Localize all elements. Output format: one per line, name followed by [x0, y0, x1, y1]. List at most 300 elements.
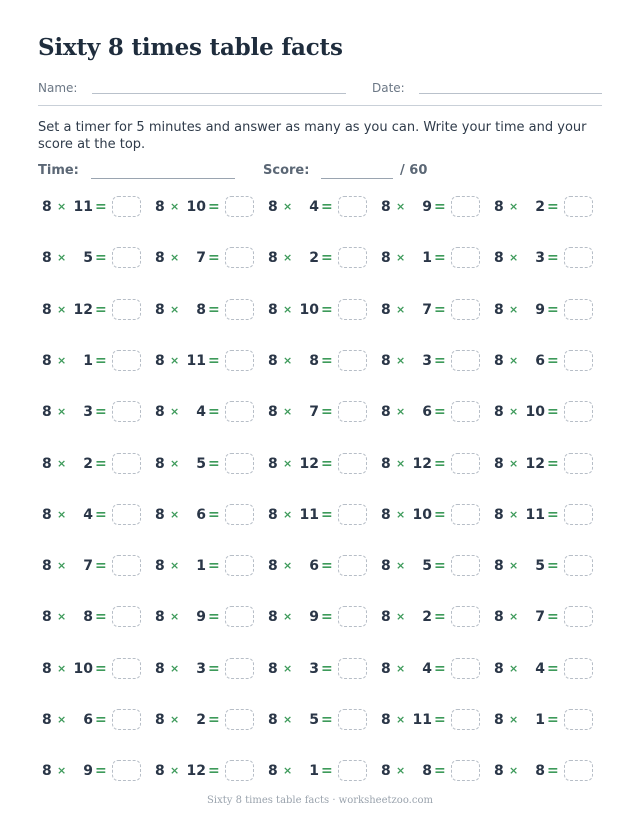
answer-box[interactable] — [338, 709, 367, 730]
multiply-sign: × — [396, 661, 406, 675]
multiplicand: 8 — [381, 199, 391, 215]
answer-box[interactable] — [338, 196, 367, 217]
answer-box[interactable] — [451, 453, 480, 474]
problem-item — [268, 400, 368, 426]
multiplicand: 8 — [494, 712, 504, 728]
multiplier: 12 — [73, 301, 93, 318]
multiplier: 10 — [73, 660, 93, 677]
multiplicand: 8 — [155, 609, 165, 626]
answer-box[interactable] — [338, 299, 367, 320]
answer-box[interactable] — [112, 299, 141, 320]
answer-box[interactable] — [338, 504, 367, 525]
multiply-sign: × — [57, 302, 67, 316]
multiply-sign: × — [396, 456, 406, 470]
equals-sign: = — [321, 660, 333, 677]
equals-sign: = — [434, 199, 446, 215]
answer-box[interactable] — [112, 401, 141, 422]
multiply-sign: × — [509, 405, 519, 419]
multiply-sign: × — [170, 353, 180, 367]
multiplicand: 8 — [381, 301, 391, 318]
multiply-sign: × — [283, 200, 293, 213]
multiplicand: 8 — [268, 660, 278, 677]
answer-box[interactable] — [451, 760, 480, 781]
problem-item — [381, 759, 481, 785]
multiplicand: 8 — [268, 712, 278, 728]
multiplier: 6 — [83, 712, 93, 728]
worksheet-title: Sixty 8 times table facts — [38, 34, 343, 61]
problem-item — [381, 195, 481, 221]
problem-item — [155, 246, 255, 272]
answer-box[interactable] — [451, 555, 480, 576]
problem-item — [381, 554, 481, 580]
equals-sign: = — [434, 455, 446, 472]
answer-box[interactable] — [451, 504, 480, 525]
equals-sign: = — [208, 404, 220, 421]
multiplier: 4 — [83, 506, 93, 523]
equals-sign: = — [547, 609, 559, 626]
multiplicand: 8 — [381, 660, 391, 677]
multiplicand: 8 — [381, 763, 391, 780]
multiply-sign: × — [396, 302, 406, 316]
answer-box[interactable] — [451, 709, 480, 730]
answer-box[interactable] — [564, 247, 593, 268]
equals-sign: = — [95, 301, 107, 318]
multiplier: 9 — [309, 609, 319, 626]
problem-item — [381, 452, 481, 478]
answer-box[interactable] — [564, 555, 593, 576]
multiply-sign: × — [396, 405, 406, 419]
multiplier: 8 — [83, 609, 93, 626]
equals-sign: = — [95, 660, 107, 677]
equals-sign: = — [547, 763, 559, 780]
problem-item — [42, 605, 142, 631]
multiply-sign: × — [170, 507, 180, 521]
header-divider — [38, 105, 602, 106]
score-line[interactable] — [321, 178, 393, 179]
multiply-sign: × — [283, 405, 293, 419]
equals-sign: = — [547, 712, 559, 728]
problem-item — [42, 759, 142, 785]
multiplier: 11 — [525, 506, 545, 523]
equals-sign: = — [321, 404, 333, 421]
multiplicand: 8 — [494, 352, 504, 369]
multiplicand: 8 — [494, 301, 504, 318]
multiply-sign: × — [509, 713, 519, 726]
answer-box[interactable] — [338, 555, 367, 576]
equals-sign: = — [208, 609, 220, 626]
answer-box[interactable] — [564, 606, 593, 627]
multiply-sign: × — [509, 559, 519, 573]
name-line[interactable] — [92, 93, 346, 94]
multiplicand: 8 — [268, 250, 278, 267]
multiplier: 1 — [535, 712, 545, 728]
problem-item — [268, 503, 368, 529]
multiply-sign: × — [396, 200, 406, 213]
equals-sign: = — [434, 404, 446, 421]
multiplicand: 8 — [268, 506, 278, 523]
multiplicand: 8 — [155, 558, 165, 575]
date-line[interactable] — [419, 93, 602, 94]
score-total: / 60 — [400, 163, 428, 178]
multiplicand: 8 — [494, 558, 504, 575]
equals-sign: = — [547, 455, 559, 472]
multiplier: 4 — [535, 660, 545, 677]
multiplier: 1 — [422, 250, 432, 267]
multiply-sign: × — [283, 507, 293, 521]
equals-sign: = — [321, 455, 333, 472]
answer-box[interactable] — [225, 606, 254, 627]
multiply-sign: × — [170, 456, 180, 470]
multiplier: 4 — [422, 660, 432, 677]
multiply-sign: × — [396, 713, 406, 726]
multiplier: 12 — [299, 455, 319, 472]
multiply-sign: × — [509, 610, 519, 624]
equals-sign: = — [208, 763, 220, 780]
problem-item — [268, 605, 368, 631]
equals-sign: = — [434, 609, 446, 626]
equals-sign: = — [95, 250, 107, 267]
answer-box[interactable] — [451, 350, 480, 371]
multiplier: 4 — [196, 404, 206, 421]
multiply-sign: × — [283, 559, 293, 573]
answer-box[interactable] — [338, 606, 367, 627]
multiplier: 6 — [196, 506, 206, 523]
multiplier: 8 — [309, 352, 319, 369]
multiplier: 2 — [83, 455, 93, 472]
multiplicand: 8 — [42, 301, 52, 318]
equals-sign: = — [547, 558, 559, 575]
answer-box[interactable] — [225, 196, 254, 217]
equals-sign: = — [547, 352, 559, 369]
instructions-text: Set a timer for 5 minutes and answer as many as you can. Write your time and your score at the top. — [38, 120, 587, 152]
multiply-sign: × — [283, 302, 293, 316]
multiply-sign: × — [396, 610, 406, 624]
multiplicand: 8 — [42, 250, 52, 267]
problem-item — [42, 298, 142, 324]
multiply-sign: × — [509, 200, 519, 213]
footer-text: Sixty 8 times table facts · worksheetzoo.com — [207, 795, 433, 806]
multiplicand: 8 — [381, 609, 391, 626]
multiplier: 5 — [422, 558, 432, 575]
answer-box[interactable] — [564, 401, 593, 422]
answer-box[interactable] — [225, 350, 254, 371]
problem-item — [268, 759, 368, 785]
multiply-sign: × — [57, 559, 67, 573]
multiplicand: 8 — [494, 404, 504, 421]
multiplier: 8 — [535, 763, 545, 780]
multiplier: 10 — [299, 301, 319, 318]
multiplicand: 8 — [268, 352, 278, 369]
problem-item — [42, 503, 142, 529]
answer-box[interactable] — [225, 709, 254, 730]
multiply-sign: × — [283, 251, 293, 265]
name-label: Name: — [38, 81, 78, 95]
equals-sign: = — [547, 199, 559, 215]
multiplicand: 8 — [268, 558, 278, 575]
problem-item — [268, 349, 368, 375]
answer-box[interactable] — [225, 299, 254, 320]
problem-item — [494, 657, 594, 683]
problem-item — [494, 759, 594, 785]
equals-sign: = — [208, 301, 220, 318]
multiply-sign: × — [57, 610, 67, 624]
equals-sign: = — [434, 763, 446, 780]
answer-box[interactable] — [451, 247, 480, 268]
answer-box[interactable] — [338, 658, 367, 679]
time-line[interactable] — [91, 178, 235, 179]
multiply-sign: × — [57, 251, 67, 265]
multiply-sign: × — [283, 456, 293, 470]
answer-box[interactable] — [564, 760, 593, 781]
multiplier: 6 — [422, 404, 432, 421]
multiplier: 7 — [309, 404, 319, 421]
answer-box[interactable] — [225, 658, 254, 679]
multiplier: 1 — [309, 763, 319, 780]
multiplier: 3 — [196, 660, 206, 677]
multiplier: 7 — [535, 609, 545, 626]
answer-box[interactable] — [225, 401, 254, 422]
equals-sign: = — [434, 250, 446, 267]
multiplier: 8 — [422, 763, 432, 780]
problem-item — [381, 657, 481, 683]
equals-sign: = — [321, 352, 333, 369]
multiplicand: 8 — [155, 352, 165, 369]
equals-sign: = — [547, 301, 559, 318]
multiplicand: 8 — [42, 199, 52, 215]
multiplier: 12 — [412, 455, 432, 472]
multiplier: 11 — [412, 712, 432, 728]
multiplier: 9 — [196, 609, 206, 626]
time-label: Time: — [38, 163, 79, 178]
problem-item — [494, 554, 594, 580]
multiplier: 2 — [196, 712, 206, 728]
equals-sign: = — [95, 455, 107, 472]
multiplicand: 8 — [381, 712, 391, 728]
equals-sign: = — [95, 199, 107, 215]
multiplicand: 8 — [381, 352, 391, 369]
multiplicand: 8 — [42, 506, 52, 523]
equals-sign: = — [321, 558, 333, 575]
equals-sign: = — [208, 199, 220, 215]
multiply-sign: × — [57, 713, 67, 726]
multiplicand: 8 — [268, 455, 278, 472]
multiplier: 4 — [309, 199, 319, 215]
answer-box[interactable] — [225, 555, 254, 576]
multiplicand: 8 — [494, 763, 504, 780]
multiplicand: 8 — [268, 404, 278, 421]
answer-box[interactable] — [112, 453, 141, 474]
multiply-sign: × — [170, 661, 180, 675]
problem-item — [42, 246, 142, 272]
equals-sign: = — [208, 352, 220, 369]
problem-item — [268, 195, 368, 221]
answer-box[interactable] — [338, 247, 367, 268]
multiplicand: 8 — [155, 763, 165, 780]
answer-box[interactable] — [338, 760, 367, 781]
multiplier: 3 — [422, 352, 432, 369]
multiplier: 5 — [535, 558, 545, 575]
multiplier: 10 — [186, 199, 206, 215]
multiplicand: 8 — [42, 609, 52, 626]
problem-item — [42, 657, 142, 683]
equals-sign: = — [434, 352, 446, 369]
answer-box[interactable] — [564, 658, 593, 679]
answer-box[interactable] — [225, 504, 254, 525]
equals-sign: = — [95, 558, 107, 575]
equals-sign: = — [95, 404, 107, 421]
problem-item — [494, 708, 594, 734]
multiplicand: 8 — [494, 506, 504, 523]
multiply-sign: × — [509, 764, 519, 778]
answer-box[interactable] — [112, 658, 141, 679]
multiplier: 7 — [422, 301, 432, 318]
answer-box[interactable] — [451, 606, 480, 627]
multiplicand: 8 — [42, 763, 52, 780]
answer-box[interactable] — [451, 658, 480, 679]
answer-box[interactable] — [564, 196, 593, 217]
multiplicand: 8 — [494, 609, 504, 626]
multiplicand: 8 — [155, 660, 165, 677]
answer-box[interactable] — [112, 350, 141, 371]
multiplicand: 8 — [42, 712, 52, 728]
multiplicand: 8 — [155, 250, 165, 267]
score-label: Score: — [263, 163, 310, 178]
problem-item — [268, 554, 368, 580]
problem-item — [42, 554, 142, 580]
multiplier: 10 — [525, 404, 545, 421]
problem-item — [494, 452, 594, 478]
answer-box[interactable] — [112, 247, 141, 268]
answer-box[interactable] — [451, 299, 480, 320]
problem-item — [155, 554, 255, 580]
problem-item — [155, 298, 255, 324]
problem-item — [494, 503, 594, 529]
answer-box[interactable] — [451, 401, 480, 422]
multiply-sign: × — [283, 713, 293, 726]
problem-item — [42, 400, 142, 426]
problem-item — [155, 605, 255, 631]
multiplier: 5 — [83, 250, 93, 267]
multiply-sign: × — [509, 661, 519, 675]
problem-item — [155, 195, 255, 221]
multiply-sign: × — [170, 764, 180, 778]
problem-item — [42, 452, 142, 478]
multiply-sign: × — [57, 507, 67, 521]
problem-item — [42, 708, 142, 734]
equals-sign: = — [434, 660, 446, 677]
multiplicand: 8 — [268, 199, 278, 215]
multiply-sign: × — [170, 610, 180, 624]
problem-item — [42, 195, 142, 221]
answer-box[interactable] — [112, 504, 141, 525]
problem-item — [381, 246, 481, 272]
multiply-sign: × — [396, 507, 406, 521]
equals-sign: = — [321, 609, 333, 626]
problem-item — [381, 400, 481, 426]
answer-box[interactable] — [564, 350, 593, 371]
equals-sign: = — [321, 250, 333, 267]
answer-box[interactable] — [225, 760, 254, 781]
multiply-sign: × — [509, 353, 519, 367]
answer-box[interactable] — [112, 555, 141, 576]
problem-item — [381, 605, 481, 631]
multiply-sign: × — [57, 353, 67, 367]
equals-sign: = — [547, 404, 559, 421]
multiply-sign: × — [396, 353, 406, 367]
multiply-sign: × — [57, 764, 67, 778]
answer-box[interactable] — [112, 760, 141, 781]
multiply-sign: × — [170, 405, 180, 419]
answer-box[interactable] — [112, 196, 141, 217]
multiplier: 5 — [196, 455, 206, 472]
multiply-sign: × — [396, 764, 406, 778]
multiplicand: 8 — [155, 199, 165, 215]
answer-box[interactable] — [338, 453, 367, 474]
time-score-row — [38, 163, 598, 183]
equals-sign: = — [434, 558, 446, 575]
equals-sign: = — [208, 712, 220, 728]
equals-sign: = — [547, 506, 559, 523]
answer-box[interactable] — [112, 709, 141, 730]
multiplier: 5 — [309, 712, 319, 728]
answer-box[interactable] — [564, 504, 593, 525]
problem-item — [155, 708, 255, 734]
multiplicand: 8 — [155, 712, 165, 728]
multiplier: 3 — [309, 660, 319, 677]
name-date-row — [38, 79, 602, 99]
multiplier: 9 — [535, 301, 545, 318]
multiplier: 1 — [83, 352, 93, 369]
multiplicand: 8 — [155, 455, 165, 472]
problem-item — [494, 349, 594, 375]
equals-sign: = — [208, 660, 220, 677]
multiply-sign: × — [509, 507, 519, 521]
multiply-sign: × — [57, 661, 67, 675]
multiplicand: 8 — [42, 352, 52, 369]
equals-sign: = — [321, 712, 333, 728]
multiplier: 2 — [535, 199, 545, 215]
answer-box[interactable] — [225, 247, 254, 268]
multiply-sign: × — [396, 559, 406, 573]
answer-box[interactable] — [564, 299, 593, 320]
multiply-sign: × — [170, 251, 180, 265]
multiplier: 12 — [186, 763, 206, 780]
multiplier: 10 — [412, 506, 432, 523]
date-label: Date: — [372, 81, 405, 95]
problem-item — [155, 503, 255, 529]
multiply-sign: × — [283, 353, 293, 367]
answer-box[interactable] — [451, 196, 480, 217]
multiplicand: 8 — [381, 404, 391, 421]
answer-box[interactable] — [338, 350, 367, 371]
equals-sign: = — [208, 558, 220, 575]
equals-sign: = — [321, 199, 333, 215]
multiplier: 8 — [196, 301, 206, 318]
multiplier: 2 — [422, 609, 432, 626]
equals-sign: = — [95, 609, 107, 626]
equals-sign: = — [208, 455, 220, 472]
multiplier: 9 — [83, 763, 93, 780]
multiplier: 3 — [535, 250, 545, 267]
multiplicand: 8 — [268, 609, 278, 626]
equals-sign: = — [321, 506, 333, 523]
answer-box[interactable] — [564, 709, 593, 730]
multiplier: 12 — [525, 455, 545, 472]
answer-box[interactable] — [338, 401, 367, 422]
answer-box[interactable] — [564, 453, 593, 474]
answer-box[interactable] — [112, 606, 141, 627]
answer-box[interactable] — [225, 453, 254, 474]
